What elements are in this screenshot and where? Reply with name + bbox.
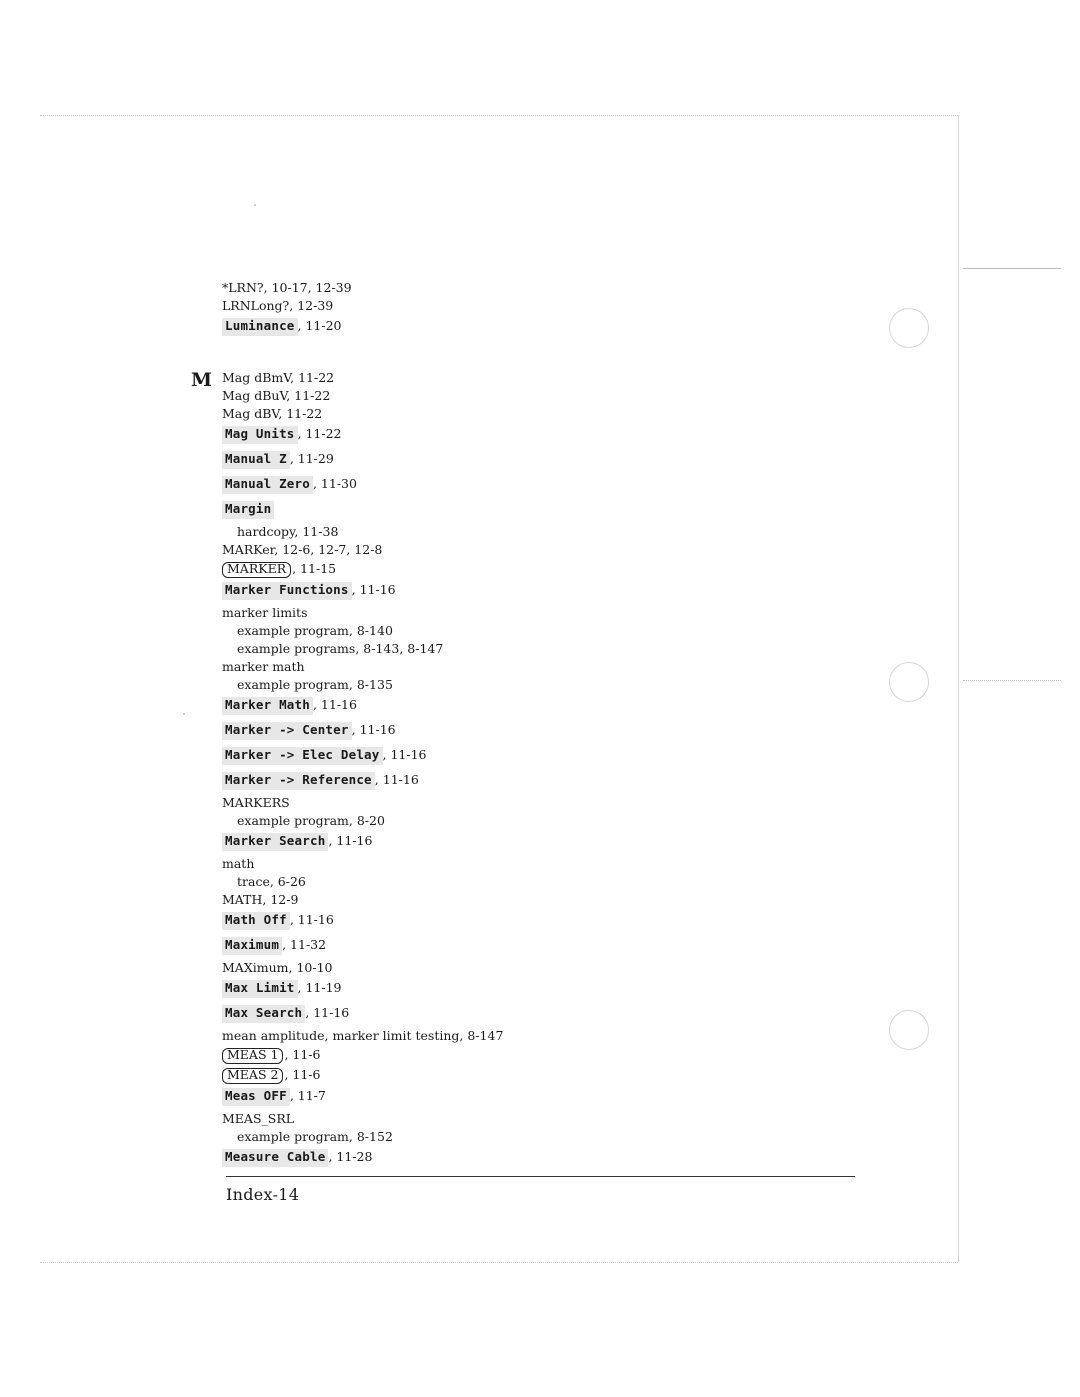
hardkey-label: MEAS 2 — [222, 1068, 283, 1084]
index-entry — [222, 1149, 842, 1174]
page-reference: , 11-16 — [351, 722, 396, 737]
entry-label: marker limits — [222, 605, 308, 620]
softkey-label: Math Off — [222, 912, 290, 930]
page-reference: , 11-16 — [312, 697, 357, 712]
page-reference: 11-22 — [286, 406, 323, 421]
softkey-label: Manual Z — [222, 451, 290, 469]
page-reference: 8-143, 8-147 — [363, 641, 444, 656]
softkey-label: Marker Math — [222, 697, 313, 715]
page-reference: , 11-16 — [305, 1005, 350, 1020]
softkey-label: Meas OFF — [222, 1088, 290, 1106]
page-reference: 8-135 — [356, 677, 393, 692]
page-reference: , 11-19 — [297, 980, 342, 995]
page-edge-bottom — [40, 1262, 958, 1263]
index-entry — [222, 962, 842, 980]
page-reference: , 11-16 — [382, 747, 427, 762]
index-entry — [222, 980, 842, 1005]
page-reference: 12-9 — [270, 892, 299, 907]
index-entry — [222, 476, 842, 501]
index-entry — [222, 544, 842, 562]
page-reference: 8-140 — [356, 623, 393, 638]
page-reference: , 11-7 — [289, 1088, 326, 1103]
index-entries-l — [222, 282, 842, 343]
softkey-label: Marker Search — [222, 833, 328, 851]
subentry-label: example program, — [237, 813, 357, 828]
index-entry — [222, 1068, 842, 1088]
index-entry — [222, 815, 842, 833]
index-entry — [222, 562, 842, 582]
softkey-label: Margin — [222, 501, 274, 519]
binder-hole — [889, 308, 929, 348]
page-reference: , 11-30 — [312, 476, 357, 491]
index-entry — [222, 1088, 842, 1113]
index-entry — [222, 1005, 842, 1030]
entry-label: marker math — [222, 659, 305, 674]
entry-label: MARKer, — [222, 542, 283, 557]
entry-label: MATH, — [222, 892, 271, 907]
softkey-label: Max Search — [222, 1005, 305, 1023]
page-reference: 10-17, 12-39 — [271, 280, 352, 295]
index-entry — [222, 300, 842, 318]
index-entry — [222, 451, 842, 476]
softkey-label: Measure Cable — [222, 1149, 328, 1167]
scan-speck — [183, 713, 185, 715]
page-reference: 11-22 — [294, 388, 331, 403]
index-entry — [222, 318, 842, 343]
subentry-label: example programs, — [237, 641, 364, 656]
page-reference: 10-10 — [296, 960, 333, 975]
page-reference: 8-147 — [467, 1028, 504, 1043]
page-reference: 11-38 — [302, 524, 339, 539]
page-reference: , 11-20 — [297, 318, 342, 333]
index-entry — [222, 643, 842, 661]
page-reference: , 11-22 — [297, 426, 342, 441]
scan-speck — [254, 204, 256, 206]
index-entry — [222, 408, 842, 426]
subentry-label: example program, — [237, 623, 357, 638]
entry-label: Mag dBV, — [222, 406, 287, 421]
softkey-label: Manual Zero — [222, 476, 313, 494]
entry-label: mean amplitude, marker limit testing, — [222, 1028, 468, 1043]
entry-label: math — [222, 856, 255, 871]
hardkey-label: MEAS 1 — [222, 1048, 283, 1064]
page-reference: , 11-29 — [289, 451, 334, 466]
page-reference: , 11-16 — [351, 582, 396, 597]
page-reference: 8-20 — [356, 813, 385, 828]
page-edge-right — [958, 115, 959, 1262]
softkey-label: Max Limit — [222, 980, 298, 998]
section-letter: M — [191, 369, 213, 391]
softkey-label: Mag Units — [222, 426, 298, 444]
page-edge-top — [40, 115, 958, 116]
entry-label: LRNLong?, — [222, 298, 298, 313]
index-entry — [222, 937, 842, 962]
entry-label: MAXimum, — [222, 960, 297, 975]
index-entry — [222, 582, 842, 607]
page-reference: , 11-16 — [374, 772, 419, 787]
index-entries — [222, 282, 842, 1174]
subentry-label: example program, — [237, 677, 357, 692]
page-reference: , 11-6 — [284, 1067, 321, 1082]
page-reference: , 11-16 — [328, 833, 373, 848]
index-entry — [222, 1131, 842, 1149]
index-entry — [222, 747, 842, 772]
binder-hole — [889, 662, 929, 702]
page-reference: , 11-28 — [328, 1149, 373, 1164]
softkey-label: Maximum — [222, 937, 282, 955]
softkey-label: Marker -> Center — [222, 722, 352, 740]
subentry-label: trace, — [237, 874, 278, 889]
page-reference: 11-22 — [298, 370, 335, 385]
entry-label: Mag dBmV, — [222, 370, 299, 385]
page-reference: 8-152 — [356, 1129, 393, 1144]
index-entry — [222, 426, 842, 451]
softkey-label: Marker Functions — [222, 582, 352, 600]
page-reference: , 11-32 — [282, 937, 327, 952]
index-entry — [222, 772, 842, 797]
entry-label: MEAS_SRL — [222, 1111, 295, 1126]
index-entry — [222, 1048, 842, 1068]
index-entries-m — [222, 372, 842, 1174]
page-reference: 12-39 — [297, 298, 334, 313]
tab-edge-mark — [963, 268, 1061, 269]
entry-label: *LRN?, — [222, 280, 272, 295]
entry-label: MARKERS — [222, 795, 290, 810]
index-entry — [222, 1030, 842, 1048]
softkey-label: Luminance — [222, 318, 298, 336]
page-reference: 6-26 — [277, 874, 306, 889]
index-entry — [222, 894, 842, 912]
index-entry — [222, 722, 842, 747]
page-reference: , 11-16 — [289, 912, 334, 927]
subentry-label: example program, — [237, 1129, 357, 1144]
binder-hole — [889, 1010, 929, 1050]
hardkey-label: MARKER — [222, 562, 291, 578]
footer-rule — [226, 1176, 855, 1177]
softkey-label: Marker -> Reference — [222, 772, 375, 790]
index-entry — [222, 501, 842, 526]
page-number: Index-14 — [226, 1185, 300, 1204]
page-reference: , 11-6 — [284, 1047, 321, 1062]
index-entry — [222, 876, 842, 894]
tab-edge-mark — [963, 680, 1061, 681]
subentry-label: hardcopy, — [237, 524, 303, 539]
index-entry — [222, 912, 842, 937]
page-reference: , 11-15 — [292, 561, 337, 576]
index-entry — [222, 833, 842, 858]
softkey-label: Marker -> Elec Delay — [222, 747, 383, 765]
index-entry — [222, 679, 842, 697]
entry-label: Mag dBuV, — [222, 388, 295, 403]
index-entry — [222, 858, 842, 876]
page-reference: 12-6, 12-7, 12-8 — [282, 542, 383, 557]
index-entry — [222, 697, 842, 722]
